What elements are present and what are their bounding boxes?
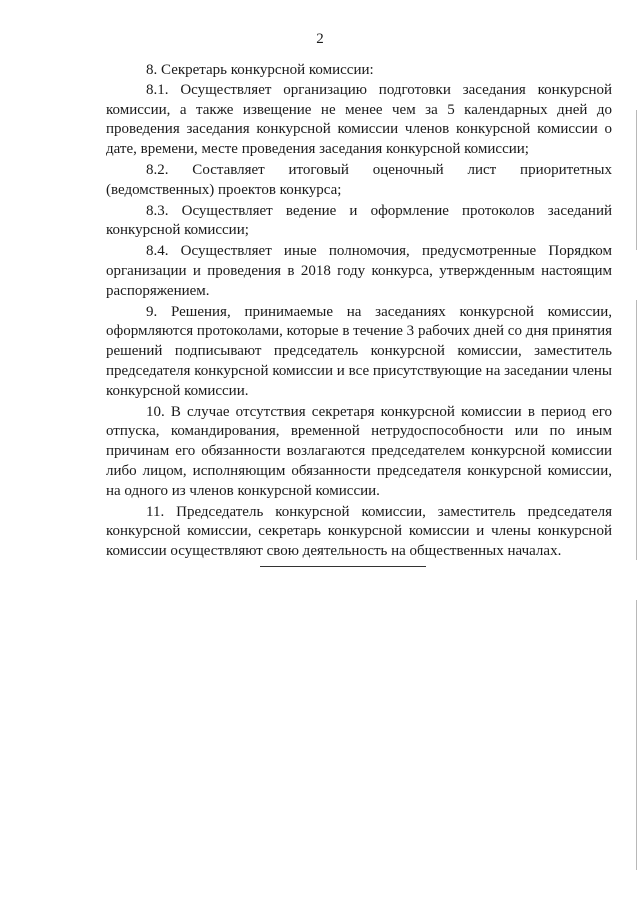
scan-edge-mark — [636, 300, 637, 560]
paragraph-8-2: 8.2. Составляет итоговый оценочный лист приоритетных (ведомственных) проектов конкурса; — [106, 161, 612, 198]
paragraph-8-3: 8.3. Осуществляет ведение и оформление протоколов заседаний конкурсной комиссии; — [106, 202, 612, 239]
paragraph-8-4: 8.4. Осуществляет иные полномочия, предусмотренные Порядком организации и проведения в 2018 году конкурса, утвержденным настоящим распоряжением. — [106, 243, 612, 299]
scan-edge-mark — [636, 600, 637, 870]
page-number: 2 — [316, 31, 324, 47]
paragraph-11: 11. Председатель конкурсной комиссии, заместитель председателя конкурсной комиссии, секретарь конкурсной комиссии и члены конкурсной комиссии осуществляют свою деятельность на общественных началах. — [106, 503, 612, 560]
paragraph-8-1: 8.1. Осуществляет организацию подготовки заседания конкурсной комиссии, а также извещение не менее чем за 5 календарных дней до проведения заседания конкурсной комиссии членов конкурсной комиссии о дате, времени, месте проведения заседания конкурсной комиссии; — [106, 81, 612, 158]
paragraph-10: 10. В случае отсутствия секретаря конкурсной комиссии в период его отпуска, командирования, временной нетрудоспособности или по иным причинам его обязанности возлагаются председателем конкурсной комиссии либо лицом, исполняющим обязанности председателя конкурсной комиссии, на одного из членов конкурсной комиссии. — [106, 403, 612, 499]
scan-edge-mark — [636, 110, 637, 250]
paragraph-9: 9. Решения, принимаемые на заседаниях конкурсной комиссии, оформляются протоколами, которые в течение 3 рабочих дней со дня принятия решений подписывают председатель конкурсной комиссии, заместитель председателя конкурсной комиссии и все присутствующие на заседании члены конкурсной комиссии. — [106, 303, 612, 399]
end-separator-line — [260, 566, 426, 567]
paragraph-8-heading: 8. Секретарь конкурсной комиссии: — [146, 62, 374, 78]
document-body — [106, 61, 612, 562]
